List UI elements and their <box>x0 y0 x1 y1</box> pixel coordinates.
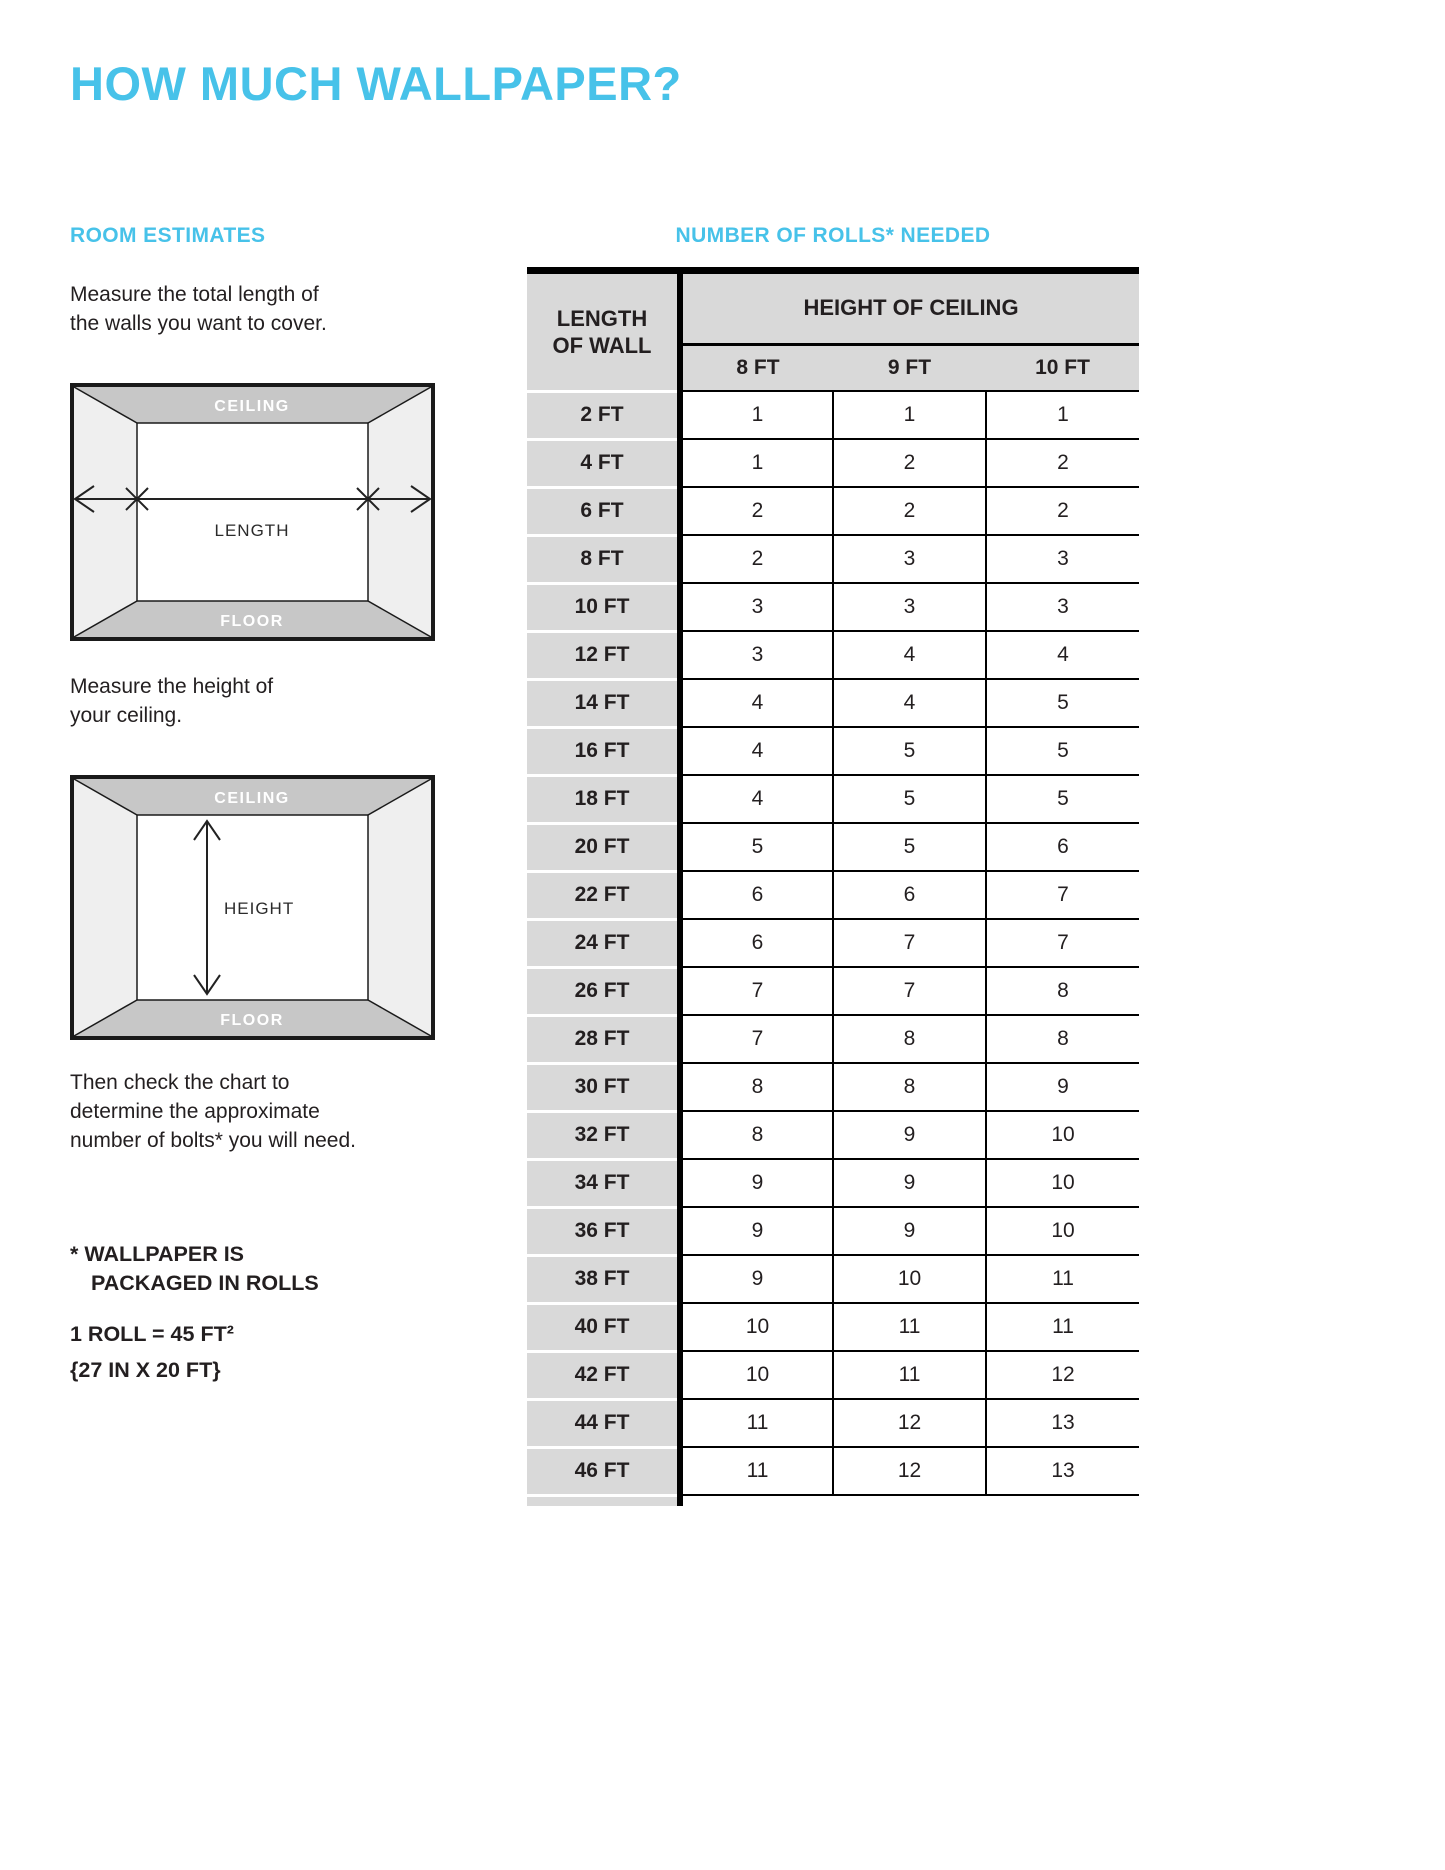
rolls-count-cell: 3 <box>833 535 986 583</box>
table-row <box>527 1255 1139 1303</box>
wall-length-cell: 4 FT <box>527 439 680 487</box>
rolls-count-cell: 6 <box>833 871 986 919</box>
wall-length-cell: 18 FT <box>527 775 680 823</box>
table-row <box>527 967 1139 1015</box>
rolls-count-cell: 10 <box>680 1351 833 1399</box>
text-line: 1 ROLL = 45 FT² <box>70 1322 234 1346</box>
rolls-count-cell: 2 <box>680 535 833 583</box>
text-line: PACKAGED IN ROLLS <box>91 1271 319 1295</box>
rolls-count-cell: 1 <box>680 391 833 439</box>
rolls-count-cell: 8 <box>680 1063 833 1111</box>
check-chart-text <box>70 1068 356 1155</box>
table-row <box>527 535 1139 583</box>
rolls-count-cell: 9 <box>833 1159 986 1207</box>
wall-length-cell: 24 FT <box>527 919 680 967</box>
rolls-count-cell: 8 <box>833 1015 986 1063</box>
rolls-count-cell: 10 <box>986 1111 1139 1159</box>
rolls-count-cell: 9 <box>680 1255 833 1303</box>
table-row <box>527 631 1139 679</box>
text-line: the walls you want to cover. <box>70 312 327 335</box>
table-col1-tail <box>527 1495 680 1506</box>
table-row <box>527 487 1139 535</box>
table-tail-row <box>527 1495 1139 1506</box>
rolls-count-cell: 2 <box>833 439 986 487</box>
table-row <box>527 439 1139 487</box>
table-row <box>527 1351 1139 1399</box>
rolls-count-cell: 11 <box>986 1303 1139 1351</box>
page-title: HOW MUCH WALLPAPER? <box>70 57 682 110</box>
wall-length-cell: 46 FT <box>527 1447 680 1495</box>
rolls-count-cell: 1 <box>986 391 1139 439</box>
rolls-count-cell: 7 <box>680 967 833 1015</box>
wall-length-cell: 28 FT <box>527 1015 680 1063</box>
rolls-count-cell: 8 <box>680 1111 833 1159</box>
column-header-10ft: 10 FT <box>986 344 1139 391</box>
roll-size-info <box>70 1316 234 1388</box>
rolls-count-cell: 2 <box>986 487 1139 535</box>
rolls-count-cell: 9 <box>833 1111 986 1159</box>
rolls-count-cell: 11 <box>680 1447 833 1495</box>
text-line: Measure the height of <box>70 675 274 698</box>
rolls-count-cell: 4 <box>680 775 833 823</box>
table-row <box>527 679 1139 727</box>
rolls-count-cell: 5 <box>680 823 833 871</box>
column-header-8ft: 8 FT <box>680 344 833 391</box>
table-row <box>527 1447 1139 1495</box>
rolls-count-cell: 2 <box>680 487 833 535</box>
rolls-count-cell: 8 <box>833 1063 986 1111</box>
text-line: your ceiling. <box>70 704 183 727</box>
right-wall-face <box>368 387 431 637</box>
wall-length-cell: 12 FT <box>527 631 680 679</box>
rolls-count-cell: 7 <box>986 871 1139 919</box>
wall-length-cell: 42 FT <box>527 1351 680 1399</box>
length-label: LENGTH <box>214 521 290 540</box>
wall-length-cell: 10 FT <box>527 583 680 631</box>
rolls-count-cell: 13 <box>986 1399 1139 1447</box>
room-height-diagram <box>70 775 435 1045</box>
rolls-count-cell: 6 <box>680 919 833 967</box>
wall-length-cell: 44 FT <box>527 1399 680 1447</box>
wall-length-cell: 2 FT <box>527 391 680 439</box>
rolls-count-cell: 4 <box>680 679 833 727</box>
rolls-count-cell: 11 <box>680 1399 833 1447</box>
rolls-count-cell: 4 <box>833 679 986 727</box>
room-height-svg <box>70 775 435 1040</box>
rolls-count-cell: 4 <box>680 727 833 775</box>
table-row <box>527 871 1139 919</box>
rolls-count-cell: 2 <box>833 487 986 535</box>
wall-length-cell: 22 FT <box>527 871 680 919</box>
room-estimates-heading: ROOM ESTIMATES <box>70 224 266 247</box>
table-row <box>527 823 1139 871</box>
rolls-count-cell: 9 <box>986 1063 1139 1111</box>
table-tail-spacer <box>680 1495 1139 1506</box>
wall-length-cell: 6 FT <box>527 487 680 535</box>
height-of-ceiling-header: HEIGHT OF CEILING <box>680 274 1139 344</box>
rolls-count-cell: 9 <box>680 1207 833 1255</box>
column-header-9ft: 9 FT <box>833 344 986 391</box>
rolls-count-cell: 8 <box>986 967 1139 1015</box>
rolls-count-cell: 12 <box>986 1351 1139 1399</box>
table-row <box>527 919 1139 967</box>
ceiling-label: CEILING <box>214 790 290 807</box>
wall-length-cell: 16 FT <box>527 727 680 775</box>
rolls-table-body <box>527 391 1139 1495</box>
table-row <box>527 1159 1139 1207</box>
rolls-count-cell: 7 <box>680 1015 833 1063</box>
left-wall-face <box>74 387 137 637</box>
wall-length-cell: 40 FT <box>527 1303 680 1351</box>
rolls-count-cell: 4 <box>833 631 986 679</box>
rolls-count-cell: 5 <box>986 679 1139 727</box>
table-row <box>527 775 1139 823</box>
wall-length-cell: 38 FT <box>527 1255 680 1303</box>
length-of-wall-header <box>527 274 680 391</box>
wall-length-cell: 8 FT <box>527 535 680 583</box>
rolls-count-cell: 3 <box>986 583 1139 631</box>
rolls-count-cell: 6 <box>986 823 1139 871</box>
room-length-diagram <box>70 383 435 646</box>
rolls-needed-heading: NUMBER OF ROLLS* NEEDED <box>675 224 991 247</box>
rolls-count-cell: 8 <box>986 1015 1139 1063</box>
table-row <box>527 391 1139 439</box>
rolls-count-cell: 3 <box>680 631 833 679</box>
rolls-count-cell: 11 <box>833 1303 986 1351</box>
rolls-count-cell: 7 <box>833 919 986 967</box>
rolls-count-cell: 9 <box>833 1207 986 1255</box>
wall-length-cell: 30 FT <box>527 1063 680 1111</box>
rolls-count-cell: 5 <box>833 727 986 775</box>
back-wall-face <box>137 423 368 601</box>
rolls-table <box>527 267 1139 1506</box>
rolls-count-cell: 3 <box>833 583 986 631</box>
measure-height-text <box>70 672 273 730</box>
rolls-count-cell: 9 <box>680 1159 833 1207</box>
right-wall-face <box>368 779 431 1036</box>
rolls-count-cell: 5 <box>833 823 986 871</box>
ceiling-label: CEILING <box>214 398 290 415</box>
rolls-count-cell: 7 <box>833 967 986 1015</box>
rolls-count-cell: 5 <box>986 775 1139 823</box>
text-line: {27 IN X 20 FT} <box>70 1358 221 1382</box>
wall-length-cell: 14 FT <box>527 679 680 727</box>
rolls-count-cell: 12 <box>833 1399 986 1447</box>
wall-length-cell: 20 FT <box>527 823 680 871</box>
table-row <box>527 1207 1139 1255</box>
text-line: Then check the chart to <box>70 1071 290 1094</box>
table-row <box>527 1015 1139 1063</box>
text-line: Measure the total length of <box>70 283 319 306</box>
rolls-count-cell: 1 <box>833 391 986 439</box>
wallpaper-packaging-footnote <box>70 1240 319 1298</box>
left-wall-face <box>74 779 137 1036</box>
rolls-count-cell: 11 <box>833 1351 986 1399</box>
rolls-count-cell: 10 <box>680 1303 833 1351</box>
rolls-count-cell: 10 <box>833 1255 986 1303</box>
measure-length-text <box>70 280 327 338</box>
rolls-count-cell: 10 <box>986 1159 1139 1207</box>
rolls-count-cell: 12 <box>833 1447 986 1495</box>
table-row <box>527 727 1139 775</box>
text-line: determine the approximate <box>70 1100 320 1123</box>
wall-length-cell: 34 FT <box>527 1159 680 1207</box>
wall-length-cell: 36 FT <box>527 1207 680 1255</box>
floor-label: FLOOR <box>220 613 284 630</box>
height-label: HEIGHT <box>224 899 295 918</box>
text-line: * WALLPAPER IS <box>70 1242 245 1266</box>
header-line: OF WALL <box>552 332 652 358</box>
rolls-count-cell: 13 <box>986 1447 1139 1495</box>
floor-label: FLOOR <box>220 1012 284 1029</box>
rolls-count-cell: 6 <box>680 871 833 919</box>
rolls-count-cell: 3 <box>680 583 833 631</box>
rolls-count-cell: 5 <box>833 775 986 823</box>
table-row <box>527 1303 1139 1351</box>
table-row <box>527 1111 1139 1159</box>
table-row <box>527 583 1139 631</box>
rolls-count-cell: 7 <box>986 919 1139 967</box>
table-row <box>527 1063 1139 1111</box>
rolls-count-cell: 4 <box>986 631 1139 679</box>
header-line: LENGTH <box>556 305 648 331</box>
room-length-svg <box>70 383 435 641</box>
table-header-row <box>527 274 1139 344</box>
text-line: number of bolts* you will need. <box>70 1129 356 1152</box>
wall-length-cell: 32 FT <box>527 1111 680 1159</box>
rolls-count-cell: 11 <box>986 1255 1139 1303</box>
rolls-count-cell: 1 <box>680 439 833 487</box>
wall-length-cell: 26 FT <box>527 967 680 1015</box>
rolls-count-cell: 3 <box>986 535 1139 583</box>
table-row <box>527 1399 1139 1447</box>
rolls-count-cell: 5 <box>986 727 1139 775</box>
rolls-count-cell: 10 <box>986 1207 1139 1255</box>
rolls-count-cell: 2 <box>986 439 1139 487</box>
